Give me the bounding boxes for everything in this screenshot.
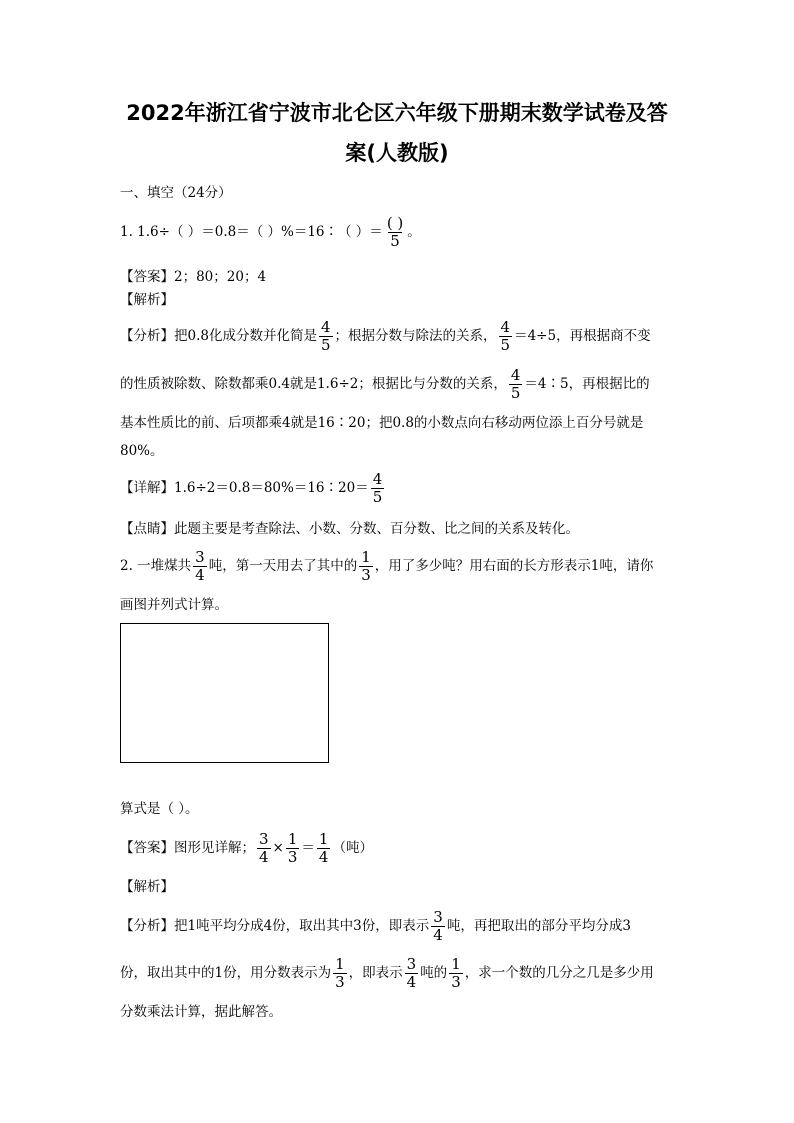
analysis-1-line3: 基本性质比的前、后项都乘4就是16∶20；把0.8的小数点向右移动两位添上百分号就是 xyxy=(120,415,644,431)
fraction: $\frac{4}{5}$ xyxy=(372,470,383,506)
fraction: $\frac{3}{4}$ xyxy=(195,548,205,584)
fraction: $\frac{1}{3}$ xyxy=(451,955,461,991)
question-2-formula: 算式是（ ）。 xyxy=(120,801,199,817)
question-1: 1. 1.6÷（ ）＝0.8＝（ ）%＝16∶（ ）＝ $\frac{( )}{5}$ 。 xyxy=(120,214,421,250)
analysis-1-line4: 80%。 xyxy=(120,443,164,459)
comment-1: 【点睛】此题主要是考查除法、小数、分数、百分数、比之间的关系及转化。 xyxy=(120,521,579,537)
fraction: $\frac{1}{4}$ xyxy=(318,830,329,866)
section-heading: 一、填空（24分） xyxy=(120,185,232,201)
fraction: $\frac{3}{4}$ xyxy=(433,908,443,944)
doc-title-line1: 2022年浙江省宁波市北仑区六年级下册期末数学试卷及答 xyxy=(126,101,668,125)
rectangle-drawing-area xyxy=(120,623,329,763)
analysis-1-line2: 的性质被除数、除数都乘0.4就是1.6÷2；根据比与分数的关系， $\frac{4}{5}$ ＝4∶5，再根据比的 xyxy=(120,366,650,402)
fraction: $\frac{1}{3}$ xyxy=(287,830,298,866)
analysis-2-line3: 分数乘法计算，据此解答。 xyxy=(120,1004,282,1020)
doc-title-line2: 案(人教版) xyxy=(345,141,449,165)
question-2-line2: 画图并列式计算。 xyxy=(120,597,228,613)
fraction: $\frac{3}{4}$ xyxy=(406,955,417,991)
analysis-2-line2: 份，取出其中的1份，用分数表示为 $\frac{1}{3}$ ，即表示 $\frac{3}{4}$ 吨的 $\frac{1}{3}$ ，求一个数的几分之几是多少用 xyxy=(120,955,654,991)
question-2: 2. 一堆煤共 $\frac{3}{4}$ 吨，第一天用去了其中的 $\frac{1}{3}$ ，用了多少吨？用右面的长方形表示1吨，请你 xyxy=(120,548,654,584)
analysis-1-line1: 【分析】把0.8化成分数并化简是 $\frac{4}{5}$ ；根据分数与除法的关系， $\frac{4}{5}$ ＝4÷5，再根据商不变 xyxy=(120,318,651,354)
fraction: $\frac{1}{3}$ xyxy=(361,548,371,584)
analysis-heading-2: 【解析】 xyxy=(120,879,174,895)
fraction: $\frac{4}{5}$ xyxy=(320,318,331,354)
detail-1: 【详解】1.6÷2＝0.8＝80%＝16∶20＝ $\frac{4}{5}$ xyxy=(120,470,383,506)
fraction: $\frac{1}{3}$ xyxy=(335,955,345,991)
answer-2: 【答案】图形见详解； $\frac{3}{4}$ × $\frac{1}{3}$ ＝ $\frac{1}{4}$ （吨） xyxy=(120,830,373,866)
q1-text: 1. 1.6÷（ ）＝0.8＝（ ）%＝16∶（ ）＝ xyxy=(120,224,383,240)
answer-1: 【答案】2；80；20；4 xyxy=(120,269,267,285)
analysis-heading-1: 【解析】 xyxy=(120,292,174,308)
fraction: $\frac{4}{5}$ xyxy=(500,318,511,354)
fraction: $\frac{4}{5}$ xyxy=(510,366,521,402)
q1-fraction: $\frac{( )}{5}$ xyxy=(386,214,404,250)
fraction: $\frac{3}{4}$ xyxy=(259,830,269,866)
analysis-2-line1: 【分析】把1吨平均分成4份，取出其中3份，即表示 $\frac{3}{4}$ 吨，再把取出的部分平均分成3 xyxy=(120,908,631,944)
